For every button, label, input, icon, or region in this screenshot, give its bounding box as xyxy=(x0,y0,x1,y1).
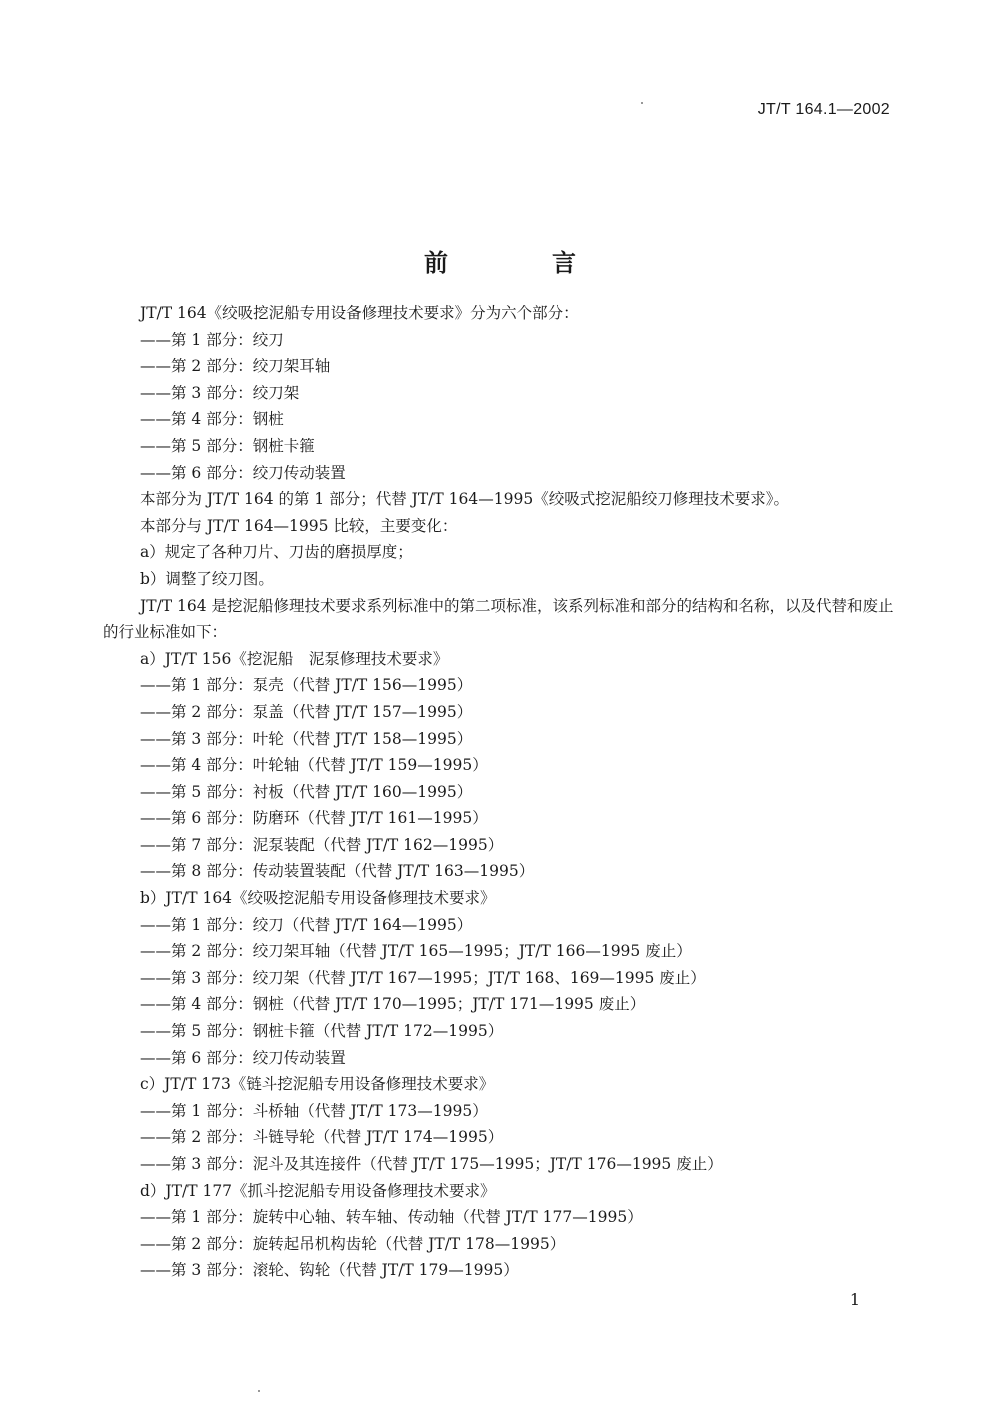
list-item: ——第 5 部分：钢桩卡箍（代替 JT/T 172—1995） xyxy=(140,1022,504,1041)
list-item: ——第 3 部分：叶轮（代替 JT/T 158—1995） xyxy=(140,729,473,748)
list-item: ——第 4 部分：钢桩 xyxy=(140,410,284,429)
list-item: b）调整了绞刀图。 xyxy=(140,569,274,588)
list-item: ——第 4 部分：叶轮轴（代替 JT/T 159—1995） xyxy=(140,756,488,775)
page-number: 1 xyxy=(849,1290,860,1309)
list-item: ——第 5 部分：衬板（代替 JT/T 160—1995） xyxy=(140,782,473,801)
list-item: ——第 1 部分：旋转中心轴、转车轴、传动轴（代替 JT/T 177—1995） xyxy=(140,1208,643,1227)
list-item: ——第 5 部分：钢桩卡箍 xyxy=(140,436,315,455)
list-item: ——第 1 部分：泵壳（代替 JT/T 156—1995） xyxy=(140,676,473,695)
list-item: ——第 2 部分：绞刀架耳轴（代替 JT/T 165—1995；JT/T 166—1995 废止） xyxy=(140,942,692,961)
list-item: a）规定了各种刀片、刀齿的磨损厚度； xyxy=(140,543,413,562)
list-item: ——第 6 部分：绞刀传动装置 xyxy=(140,1048,346,1067)
list-item: ——第 6 部分：绞刀传动装置 xyxy=(140,463,346,482)
foreword-body xyxy=(103,300,903,1284)
list-item: ——第 4 部分：钢桩（代替 JT/T 170—1995；JT/T 171—1995 废止） xyxy=(140,995,646,1014)
page-title: 前 言 xyxy=(424,248,616,277)
paragraph: 本部分为 JT/T 164 的第 1 部分；代替 JT/T 164—1995《绞吸式挖泥船绞刀修理技术要求》。 xyxy=(140,490,789,509)
list-heading: b）JT/T 164《绞吸挖泥船专用设备修理技术要求》 xyxy=(140,889,496,908)
scan-speck xyxy=(641,102,643,104)
list-item: ——第 2 部分：绞刀架耳轴 xyxy=(140,357,331,376)
list-heading: a）JT/T 156《挖泥船 泥泵修理技术要求》 xyxy=(140,649,449,668)
paragraph: 本部分与 JT/T 164—1995 比较，主要变化： xyxy=(140,516,458,535)
scan-speck xyxy=(258,1390,260,1392)
list-item: ——第 6 部分：防磨环（代替 JT/T 161—1995） xyxy=(140,809,488,828)
list-item: ——第 3 部分：绞刀架 xyxy=(140,383,300,402)
list-item: ——第 2 部分：泵盖（代替 JT/T 157—1995） xyxy=(140,702,473,721)
list-item: ——第 3 部分：绞刀架（代替 JT/T 167—1995；JT/T 168、169—1995 废止） xyxy=(140,968,706,987)
list-item: ——第 3 部分：滚轮、钩轮（代替 JT/T 179—1995） xyxy=(140,1261,519,1280)
list-item: ——第 7 部分：泥泵装配（代替 JT/T 162—1995） xyxy=(140,835,504,854)
paragraph: JT/T 164《绞吸挖泥船专用设备修理技术要求》分为六个部分： xyxy=(140,304,579,322)
list-item: ——第 3 部分：泥斗及其连接件（代替 JT/T 175—1995；JT/T 176—1995 废止） xyxy=(140,1155,723,1173)
list-item: ——第 8 部分：传动装置装配（代替 JT/T 163—1995） xyxy=(140,862,535,881)
list-item: ——第 1 部分：绞刀 xyxy=(140,330,284,349)
document-code: JT/T 164.1—2002 xyxy=(757,101,890,118)
list-item: ——第 1 部分：绞刀（代替 JT/T 164—1995） xyxy=(140,915,473,934)
list-heading: c）JT/T 173《链斗挖泥船专用设备修理技术要求》 xyxy=(140,1075,495,1094)
list-heading: d）JT/T 177《抓斗挖泥船专用设备修理技术要求》 xyxy=(140,1181,496,1200)
list-item: ——第 1 部分：斗桥轴（代替 JT/T 173—1995） xyxy=(140,1101,488,1120)
paragraph: JT/T 164 是挖泥船修理技术要求系列标准中的第二项标准，该系列标准和部分的结构和名称，以及代替和废止的行业标准如下： xyxy=(103,596,894,642)
list-item: ——第 2 部分：旋转起吊机构齿轮（代替 JT/T 178—1995） xyxy=(140,1234,566,1253)
list-item: ——第 2 部分：斗链导轮（代替 JT/T 174—1995） xyxy=(140,1128,504,1147)
